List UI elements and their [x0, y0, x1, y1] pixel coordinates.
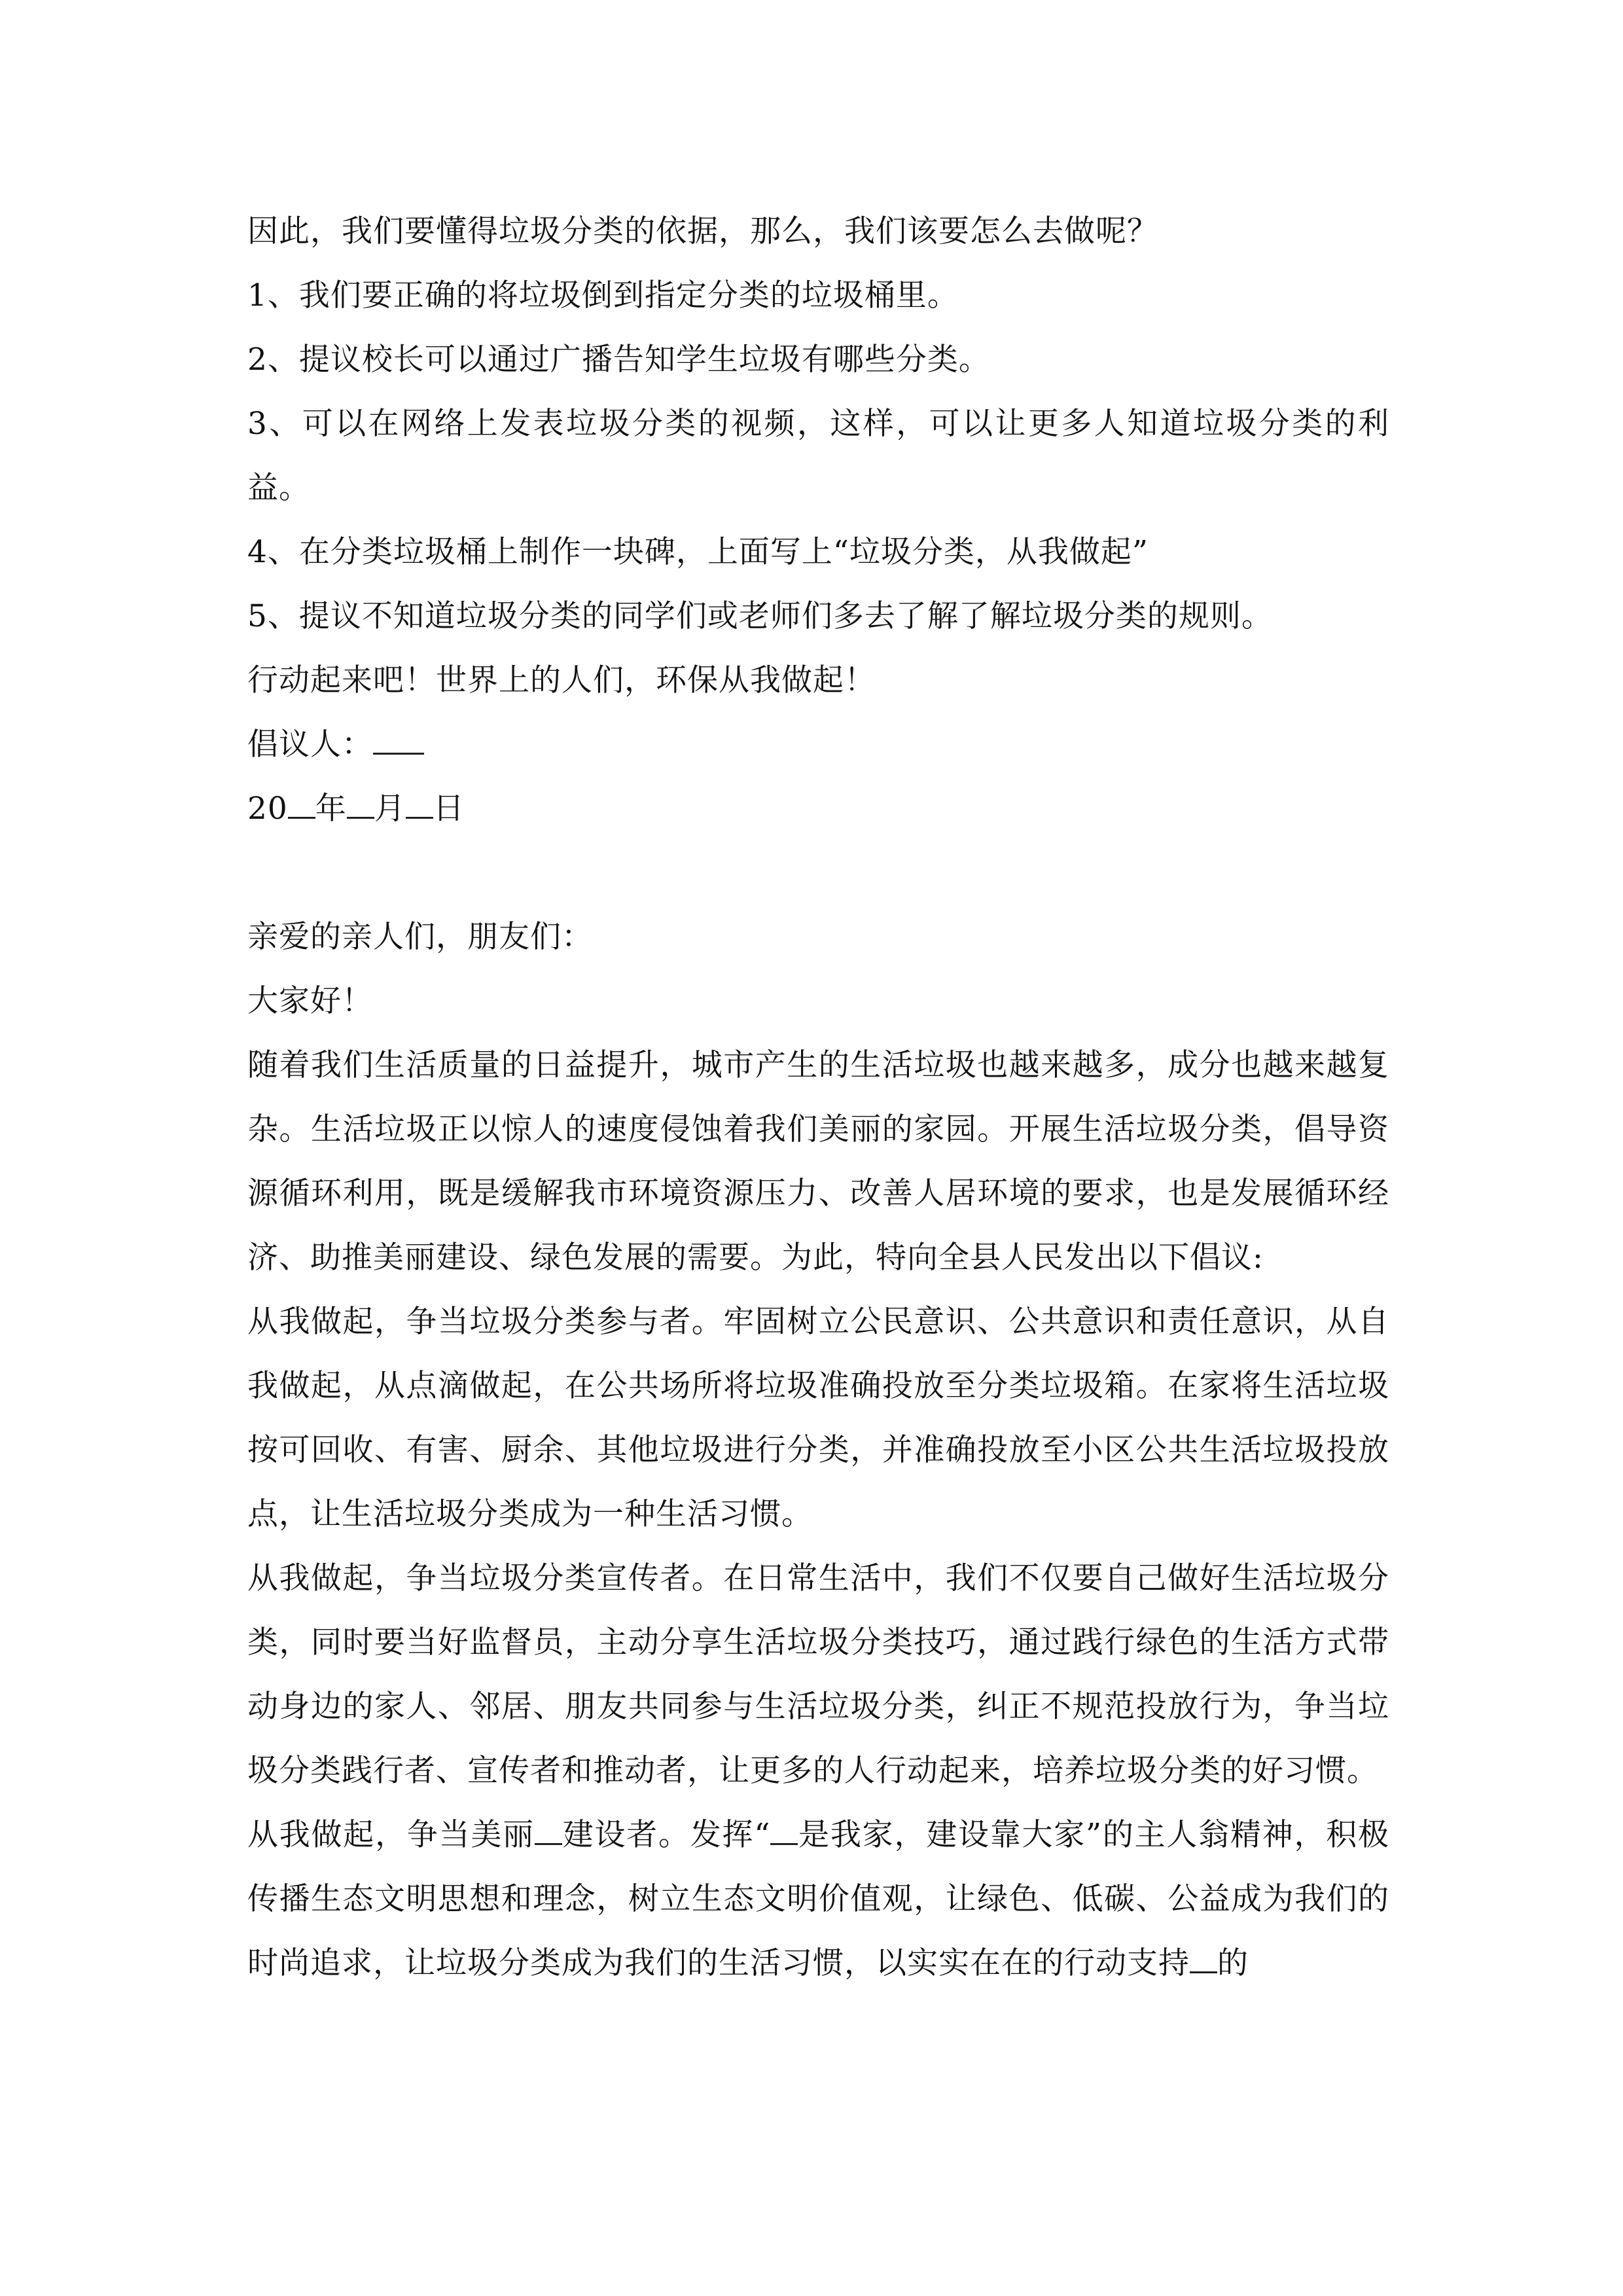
paragraph-2: 从我做起，争当垃圾分类参与者。牢固树立公民意识、公共意识和责任意识，从自我做起，从点滴做起，在公共场所将垃圾准确投放至分类垃圾箱。在家将生活垃圾按可回收、有害、厨余、其他垃圾进行分类，并准确投放至小区公共生活垃圾投放点，让生活垃圾分类成为一种生活习惯。	[247, 1304, 1389, 1532]
blank-2	[770, 1817, 798, 1845]
date-year: 年	[315, 791, 347, 827]
paragraph-4-part-b: 建设者。发挥“	[562, 1817, 771, 1853]
signer-line	[247, 713, 1389, 777]
year-blank	[288, 791, 315, 819]
paragraph-3: 从我做起，争当垃圾分类宣传者。在日常生活中，我们不仅要自己做好生活垃圾分类，同时要当好监督员，主动分享生活垃圾分类技巧，通过践行绿色的生活方式带动身边的家人、邻居、朋友共同参与生活垃圾分类，纠正不规范投放行为，争当垃圾分类践行者、宣传者和推动者，让更多的人行动起来，培养垃圾分类的好习惯。	[247, 1560, 1389, 1789]
intro-line: 因此，我们要懂得垃圾分类的依据，那么，我们该要怎么去做呢？	[247, 213, 1158, 249]
hello-line: 大家好！	[247, 983, 373, 1019]
paragraph-1: 随着我们生活质量的日益提升，城市产生的生活垃圾也越来越多，成分也越来越复杂。生活垃圾正以惊人的速度侵蚀着我们美丽的家园。开展生活垃圾分类，倡导资源循环利用，既是缓解我市环境资源压力、改善人居环境的要求，也是发展循环经济、助推美丽建设、绿色发展的需要。为此，特向全县人民发出以下倡议:	[247, 1047, 1389, 1276]
signer-label: 倡议人：	[247, 726, 373, 762]
paragraph-4-part-d: 的	[1217, 1945, 1249, 1981]
list-item-5: 5、提议不知道垃圾分类的同学们或老师们多去了解了解垃圾分类的规则。	[247, 598, 1273, 634]
paragraph-4	[247, 1803, 1389, 1996]
list-item-2: 2、提议校长可以通过广播告知学生垃圾有哪些分类。	[247, 342, 990, 378]
day-blank	[406, 791, 433, 819]
date-line	[247, 777, 1389, 841]
list-item-4: 4、在分类垃圾桶上制作一块碑，上面写上“垃圾分类，从我做起”	[247, 534, 1149, 570]
blank-3	[1190, 1945, 1217, 1973]
date-month: 月	[374, 791, 406, 827]
closing-line: 行动起来吧！世界上的人们，环保从我做起！	[247, 662, 876, 698]
list-item-3: 3、可以在网络上发表垃圾分类的视频，这样，可以让更多人知道垃圾分类的利益。	[247, 406, 1389, 506]
greeting-line: 亲爱的亲人们，朋友们：	[247, 919, 593, 955]
paragraph-4-part-a: 从我做起，争当美丽	[247, 1817, 535, 1853]
signer-blank	[373, 726, 424, 755]
section-gap	[247, 841, 1389, 905]
blank-1	[535, 1817, 562, 1845]
list-item-1: 1、我们要正确的将垃圾倒到指定分类的垃圾桶里。	[247, 278, 959, 314]
paragraph-4-part-c: 是我家，建设靠大家”的主人翁精神，积极传播生态文明思想和理念，树立生态文明价值观，让绿色、低碳、公益成为我们的时尚追求，让垃圾分类成为我们的生活习惯，以实实在在的行动支持	[247, 1817, 1390, 1981]
month-blank	[347, 791, 374, 819]
document-body	[247, 200, 1389, 1996]
date-prefix: 20	[247, 791, 288, 827]
date-day: 日	[433, 791, 465, 827]
